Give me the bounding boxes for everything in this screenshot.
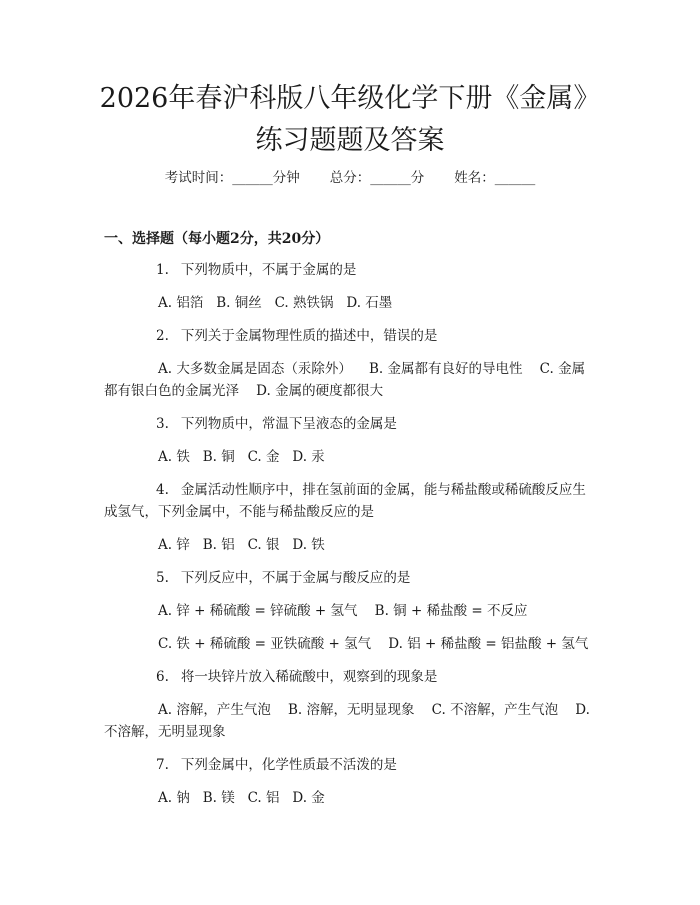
question-options: A. 大多数金属是固态（汞除外） B. 金属都有良好的导电性 C. 金属都有银白色的金属光泽 D. 金属的硬度都很大 xyxy=(104,361,586,399)
question-number: 6. xyxy=(156,669,169,685)
question-number: 4. xyxy=(156,482,169,498)
question-text: 将一块锌片放入稀硫酸中，观察到的现象是 xyxy=(180,669,438,685)
question-stem xyxy=(104,413,598,435)
question-options: A. 铁 B. 铜 C. 金 D. 汞 xyxy=(158,449,325,465)
exam-info-line xyxy=(0,168,700,188)
question-stem xyxy=(104,754,598,776)
question-item xyxy=(104,325,598,402)
question-options: A. 铝箔 B. 铜丝 C. 熟铁锅 D. 石墨 xyxy=(158,295,393,311)
question-text: 下列关于金属物理性质的描述中，错误的是 xyxy=(180,328,438,344)
document-title: 2026年春沪科版八年级化学下册《金属》练习题题及答案 xyxy=(99,83,601,156)
question-item xyxy=(104,754,598,809)
question-options: C. 铁 + 稀硫酸 = 亚铁硫酸 + 氢气 D. 铝 + 稀盐酸 = 铝盐酸 + 氢气 xyxy=(158,636,589,652)
question-stem xyxy=(104,567,598,589)
question-list xyxy=(104,259,598,820)
question-item xyxy=(104,567,598,655)
question-options: A. 锌 B. 铝 C. 银 D. 铁 xyxy=(158,537,325,553)
question-options: A. 溶解，产生气泡 B. 溶解，无明显现象 C. 不溶解，产生气泡 D. 不溶解，无明显现象 xyxy=(104,702,595,740)
question-options: A. 钠 B. 镁 C. 铝 D. 金 xyxy=(158,790,325,806)
question-number: 3. xyxy=(156,416,169,432)
question-item xyxy=(104,666,598,743)
question-text: 下列物质中，常温下呈液态的金属是 xyxy=(180,416,397,432)
section-heading: 一、选择题（每小题2分，共20分） xyxy=(104,231,330,247)
question-item xyxy=(104,479,598,556)
question-stem xyxy=(104,325,598,347)
question-text: 下列金属中，化学性质最不活泼的是 xyxy=(180,757,397,773)
question-stem xyxy=(104,259,598,281)
question-number: 7. xyxy=(156,757,169,773)
question-item xyxy=(104,413,598,468)
question-stem xyxy=(104,666,598,688)
question-text: 下列物质中，不属于金属的是 xyxy=(180,262,357,278)
question-number: 1. xyxy=(156,262,169,278)
question-text: 下列反应中，不属于金属与酸反应的是 xyxy=(180,570,411,586)
question-options: A. 锌 + 稀硫酸 = 锌硫酸 + 氢气 B. 铜 + 稀盐酸 = 不反应 xyxy=(158,603,528,619)
question-number: 5. xyxy=(156,570,169,586)
exam-time-label: 考试时间：______分钟 xyxy=(164,170,300,186)
question-text: 金属活动性顺序中，排在氢前面的金属，能与稀盐酸或稀硫酸反应生成氢气，下列金属中，不能与稀盐酸反应的是 xyxy=(104,482,586,520)
question-number: 2. xyxy=(156,328,169,344)
question-stem xyxy=(104,479,598,523)
total-score-label: 总分：______分 xyxy=(329,170,425,186)
name-label: 姓名：______ xyxy=(454,170,536,186)
question-item xyxy=(104,259,598,314)
